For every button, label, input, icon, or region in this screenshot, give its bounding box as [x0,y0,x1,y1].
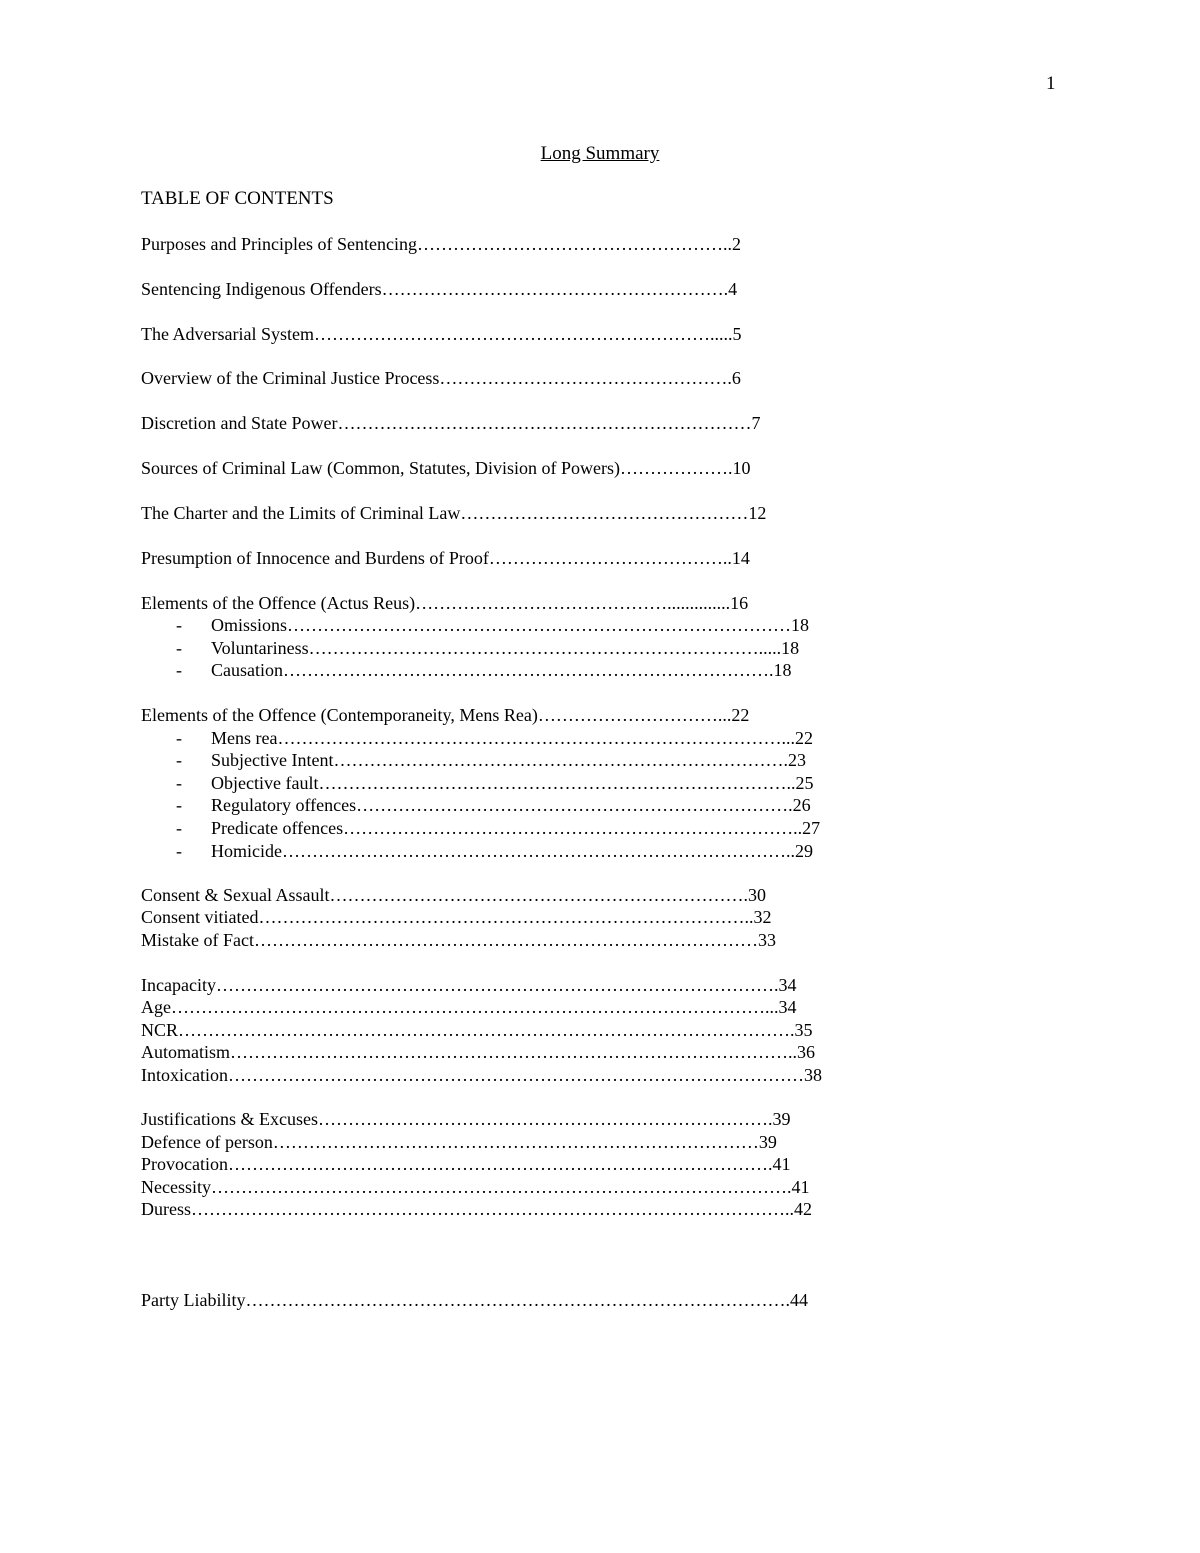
toc-entry-text: The Charter and the Limits of Criminal Law…………………………………………12 [141,503,767,523]
toc-entry-text: Automatism…………………………………………………………………………………..36 [141,1042,815,1062]
toc-entry [141,412,760,434]
dash-bullet: - [176,638,182,658]
toc-entry-text: Objective fault……………………………………………………………………..25 [211,773,814,793]
toc-entry-text: Overview of the Criminal Justice Process………………………………………….6 [141,368,741,388]
toc-entry-text: Defence of person………………………………………………………………………39 [141,1132,777,1152]
toc-entry-text: Homicide…………………………………………………………………………..29 [211,841,813,861]
toc-entry [141,592,748,614]
toc-entry-text: Provocation……………………………………………………………………………….41 [141,1154,791,1174]
toc-entry [141,906,771,928]
toc-entry [141,457,750,479]
toc-entry-text: Presumption of Innocence and Burdens of Proof…………………………………..14 [141,548,750,568]
toc-entry [141,502,766,524]
toc-subentry [176,817,820,839]
toc-subentry [176,637,799,659]
toc-entry-text: Causation……………………………………………………………………….18 [211,660,792,680]
toc-entry [141,1041,815,1063]
toc-subentry [176,772,813,794]
toc-entry-text: Elements of the Offence (Contemporaneity, Mens Rea)…………………………...22 [141,705,750,725]
toc-entry [141,1108,790,1130]
toc-entry-text: Subjective Intent………………………………………………………………….23 [211,750,806,770]
toc-entry [141,1153,791,1175]
toc-entry-text: Mens rea…………………………………………………………………………...22 [211,728,813,748]
toc-subentry [176,727,813,749]
toc-subentry [176,659,792,681]
toc-entry-text: Consent vitiated………………………………………………………………………..32 [141,907,772,927]
dash-bullet: - [176,773,182,793]
toc-entry-text: Elements of the Offence (Actus Reus)……………………………………..............16 [141,593,749,613]
toc-entry [141,1064,822,1086]
dash-bullet: - [176,841,182,861]
toc-heading: TABLE OF CONTENTS [141,188,334,209]
toc-subentry [176,794,811,816]
toc-entry [141,278,737,300]
toc-entry [141,1198,812,1220]
toc-entry-text: Party Liability……………………………………………………………………………….44 [141,1290,808,1310]
toc-entry-text: Omissions…………………………………………………………………………18 [211,615,810,635]
toc-entry [141,547,750,569]
toc-entry-text: Voluntariness………………………………………………………………….....18 [211,638,800,658]
toc-entry-text: Intoxication……………………………………………………………………………………38 [141,1065,822,1085]
toc-entry-text: Duress………………………………………………………………………………………..42 [141,1199,812,1219]
toc-entry-text: Justifications & Excuses………………………………………………………………….39 [141,1109,791,1129]
toc-entry-text: Incapacity………………………………………………………………………………….34 [141,975,797,995]
toc-entry-text: The Adversarial System………………………………………………………….....5 [141,324,742,344]
toc-entry [141,1131,777,1153]
toc-entry [141,704,749,726]
toc-entry-text: Discretion and State Power……………………………………………………………7 [141,413,761,433]
toc-entry [141,367,741,389]
toc-entry [141,929,776,951]
toc-entry [141,1289,808,1311]
toc-entry [141,1019,813,1041]
toc-subentry [176,840,813,862]
toc-entry-text: Mistake of Fact…………………………………………………………………………33 [141,930,776,950]
toc-entry-text: Sentencing Indigenous Offenders………………………………………………….4 [141,279,738,299]
toc-entry [141,233,741,255]
toc-subentry [176,614,809,636]
toc-entry-text: NCR………………………………………………………………………………………….35 [141,1020,813,1040]
toc-subentry [176,749,806,771]
toc-entry-text: Age………………………………………………………………………………………...34 [141,997,797,1017]
toc-entry [141,974,796,996]
toc-entry-text: Regulatory offences……………………………………………………………….26 [211,795,811,815]
dash-bullet: - [176,615,182,635]
toc-entry [141,884,766,906]
page-number: 1 [1046,73,1056,94]
dash-bullet: - [176,728,182,748]
toc-entry-text: Necessity…………………………………………………………………………………….41 [141,1177,810,1197]
dash-bullet: - [176,750,182,770]
toc-entry-text: Predicate offences…………………………………………………………………..27 [211,818,821,838]
toc-entry-text: Sources of Criminal Law (Common, Statutes, Division of Powers)……………….10 [141,458,751,478]
toc-entry [141,996,797,1018]
toc-entry [141,323,741,345]
toc-entry-text: Consent & Sexual Assault…………………………………………………………….30 [141,885,766,905]
document-title: Long Summary [540,143,660,164]
dash-bullet: - [176,660,182,680]
toc-entry-text: Purposes and Principles of Sentencing……………………………………………..2 [141,234,741,254]
toc-entry [141,1176,809,1198]
dash-bullet: - [176,818,182,838]
dash-bullet: - [176,795,182,815]
